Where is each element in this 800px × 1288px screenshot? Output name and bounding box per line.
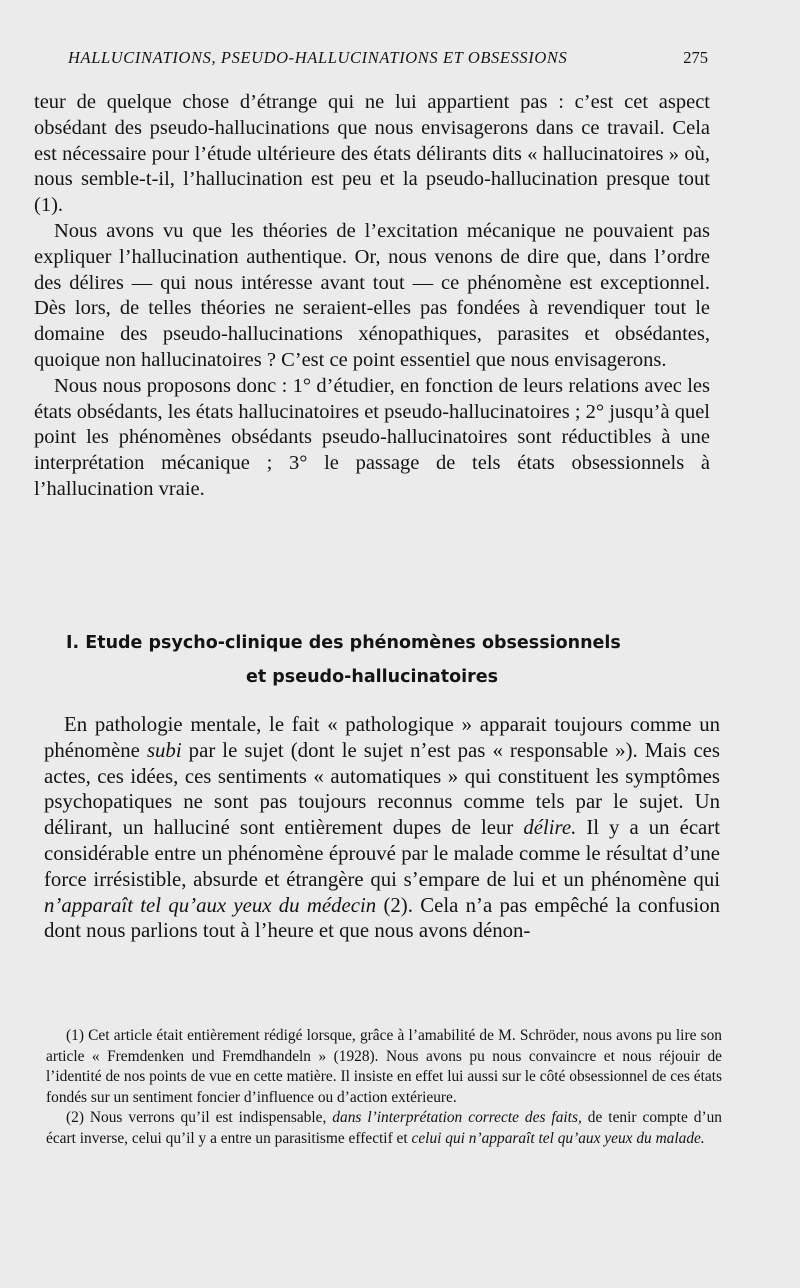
text-run: En pathologie mentale, le fait « pathologique » apparait toujours comme un phénomène — [44, 713, 720, 762]
paragraph — [44, 712, 720, 944]
running-head-title: HALLUCINATIONS, PSEUDO-HALLUCINATIONS ET OBSESSIONS — [68, 48, 568, 67]
italic-run: subi — [146, 738, 182, 762]
text-run: de tenir compte d’un écart inverse, celui qu’il y a entre un parasitisme effectif et — [46, 1109, 722, 1147]
italic-run: celui qui n’apparaît tel qu’aux yeux du malade. — [411, 1129, 705, 1147]
italic-run: dans l’interprétation correcte des faits, — [332, 1109, 582, 1126]
italic-run: n’apparaît tel qu’aux yeux du médecin — [44, 893, 377, 917]
page-number: 275 — [683, 48, 708, 67]
footnote-2 — [46, 1108, 722, 1149]
footnotes — [46, 1026, 722, 1149]
section-text — [44, 712, 720, 944]
section-heading — [34, 626, 710, 694]
section-heading-line-2: et pseudo-hallucinatoires — [245, 667, 499, 687]
italic-run: délire. — [523, 816, 577, 840]
text-run: Il y a un écart considérable entre un phénomène éprouvé par le malade comme le résultat d’une force irrésistible, absurde et étrangère qui s’empare de lui et un phénomène qui — [44, 816, 720, 891]
text-run: (2). Cela n’a pas empêché la confusion dont nous parlions tout à l’heure et que nous avons dénon- — [44, 893, 721, 943]
footnote-1: (1) Cet article était entièrement rédigé lorsque, grâce à l’amabilité de M. Schröder, nous avons pu lire son article « Fremdenken und Fremdhandeln » (1928). Nous avons pu nous convaincre et nous réjouir de l’identité de nos points de vue en cette matière. Il insiste en effet lui aussi sur le côté obsessionnel de ces états fondés sur un sentiment foncier d’influence ou d’action extérieure. — [46, 1027, 722, 1106]
text-run: (2) Nous verrons qu’il est indispensable, — [66, 1109, 333, 1126]
text-run: par le sujet (dont le sujet n’est pas « responsable »). Mais ces actes, ces idées, ces sentiments « automatiques » qui constituent les symptômes psychopatiques ne sont pas toujours reconnus comme tels par le sujet. Un délirant, un halluciné sont entièrement dupes de leur — [44, 738, 720, 840]
paragraph: teur de quelque chose d’étrange qui ne lui appartient pas : c’est cet aspect obsédant des pseudo-hallucinations que nous envisagerons dans ce travail. Cela est nécessaire pour l’étude ultérieure des états délirants dits « hallucinatoires » où, nous semble-t-il, l’hallucination est peu et la pseudo-hallucination presque tout (1). — [34, 91, 710, 217]
body-text — [34, 90, 710, 503]
paragraph: Nous avons vu que les théories de l’excitation mécanique ne pouvaient pas expliquer l’hallucination authentique. Or, nous venons de dire que, dans l’ordre des délires — qui nous intéresse avant tout — ce phénomène est exceptionnel. Dès lors, de telles théories ne seraient-elles pas fondées à revendiquer tout le domaine des pseudo-hallucinations xénopathiques, parasites et obsédantes, quoique non hallucinatoires ? C’est ce point essentiel que nous envisagerons. — [34, 219, 710, 371]
section-heading-line-1: I. Etude psycho-clinique des phénomènes obsessionnels — [66, 633, 621, 653]
paragraph: Nous nous proposons donc : 1° d’étudier, en fonction de leurs relations avec les états obsédants, les états hallucinatoires et pseudo-hallucinatoires ; 2° jusqu’à quel point les phénomènes obsédants pseudo-hallucinatoires sont réductibles à une interprétation mécanique ; 3° le passage de tels états obsessionnels à l’hallucination vraie. — [34, 374, 710, 500]
running-head — [68, 48, 708, 68]
